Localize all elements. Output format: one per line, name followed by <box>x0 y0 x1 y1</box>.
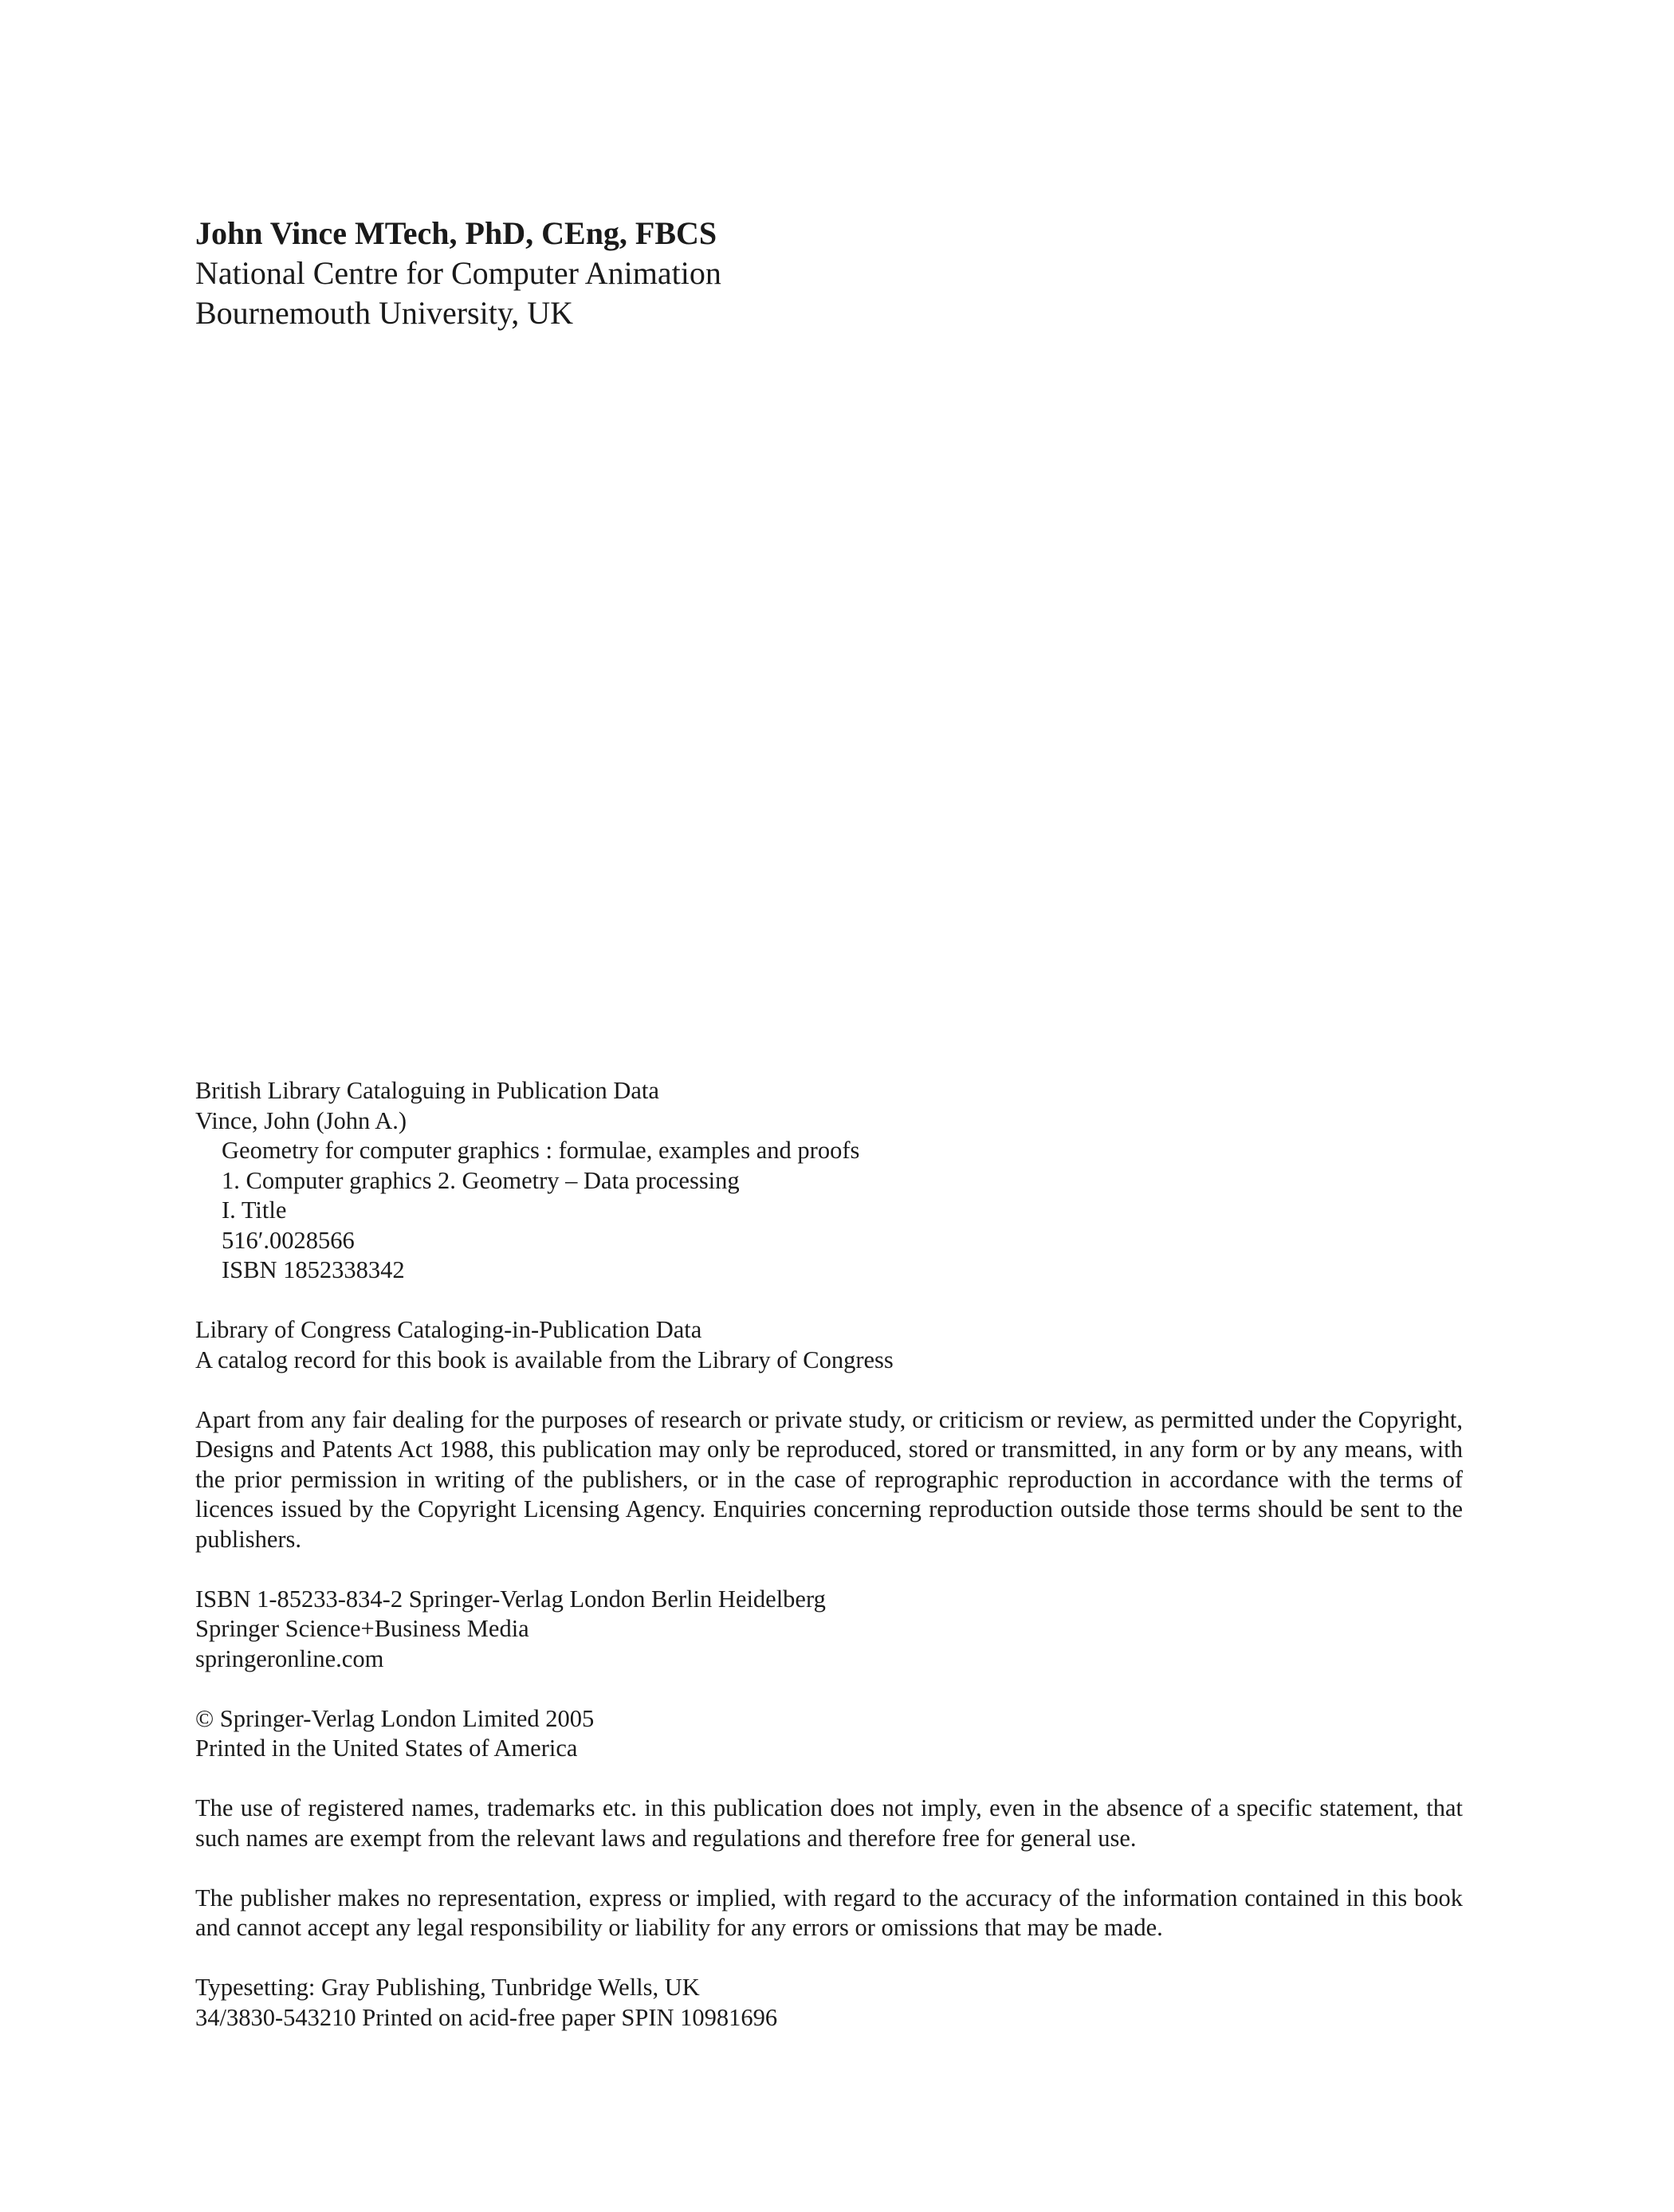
print-code-line: 34/3830-543210 Printed on acid-free paper SPIN 10981696 <box>195 2003 778 2031</box>
imprint-block <box>195 1076 1463 2063</box>
bl-cip-subjects: 1. Computer graphics 2. Geometry – Data processing <box>222 1166 740 1194</box>
publisher-isbn: ISBN 1-85233-834-2 Springer-Verlag London Berlin Heidelberg <box>195 1585 826 1613</box>
production-info <box>195 1973 1463 2033</box>
british-library-cip <box>195 1076 1463 1286</box>
bl-cip-title-entry: I. Title <box>222 1196 287 1224</box>
liability-notice: The publisher makes no representation, express or implied, with regard to the accuracy of the information contained in this book and cannot accept any legal responsibility or liability for any errors or omissions that may be made. <box>195 1884 1463 1941</box>
author-block <box>195 214 721 333</box>
bl-cip-title: Geometry for computer graphics : formulae, examples and proofs <box>222 1137 860 1164</box>
printed-in: Printed in the United States of America <box>195 1735 578 1762</box>
bl-cip-classification: 516′.0028566 <box>222 1226 355 1254</box>
bl-cip-isbn: ISBN 1852338342 <box>222 1256 405 1283</box>
author-affiliation: National Centre for Computer Animation <box>195 255 721 291</box>
bl-cip-author: Vince, John (John A.) <box>195 1106 407 1134</box>
library-of-congress-cip <box>195 1315 1463 1375</box>
bl-cip-heading: British Library Cataloguing in Publication Data <box>195 1077 659 1104</box>
author-institution: Bournemouth University, UK <box>195 295 574 331</box>
publisher-name: Springer Science+Business Media <box>195 1615 529 1642</box>
publisher-info <box>195 1585 1463 1675</box>
copyright-notice: Apart from any fair dealing for the purposes of research or private study, or criticism or review, as permitted under the Copyright, Designs and Patents Act 1988, this publication may only be reproduced, stored or transmitted, in any form or by any means, with the prior permission in writing of the publishers, or in the case of reprographic reproduction in accordance with the terms of licences issued by the Copyright Licensing Agency. Enquiries concerning reproduction outside those terms should be sent to the publishers. <box>195 1405 1463 1553</box>
author-name: John Vince MTech, PhD, CEng, FBCS <box>195 215 717 251</box>
trademark-notice: The use of registered names, trademarks etc. in this publication does not imply, even in the absence of a specific statement, that such names are exempt from the relevant laws and regulations and therefore free for general use. <box>195 1794 1463 1852</box>
typesetting-line: Typesetting: Gray Publishing, Tunbridge Wells, UK <box>195 1974 700 2001</box>
copyright-line: © Springer-Verlag London Limited 2005 <box>195 1704 595 1732</box>
copyright-statement <box>195 1704 1463 1764</box>
loc-cip-note: A catalog record for this book is available from the Library of Congress <box>195 1346 894 1373</box>
loc-cip-heading: Library of Congress Cataloging-in-Publication Data <box>195 1316 702 1343</box>
publisher-website: springeronline.com <box>195 1644 384 1672</box>
